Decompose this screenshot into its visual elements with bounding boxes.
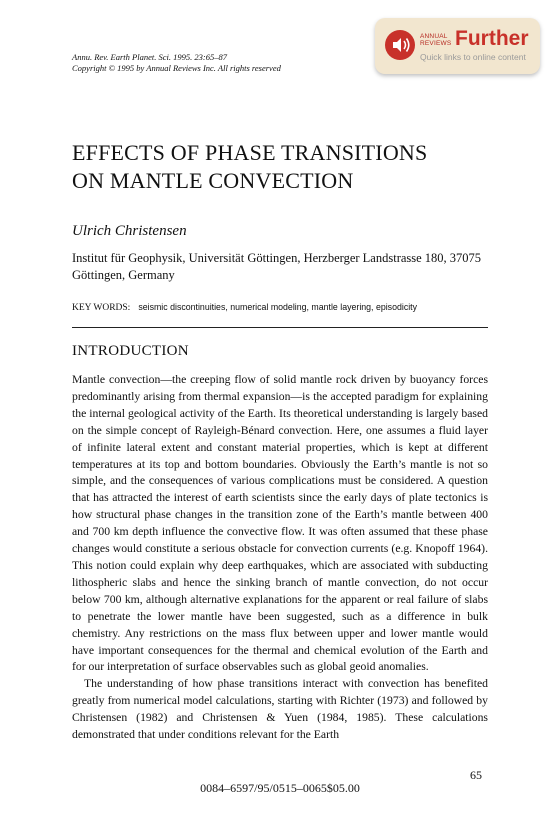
page-number: 65 <box>470 768 482 782</box>
badge-annual-text: ANNUAL <box>420 33 448 40</box>
article-title <box>72 139 427 195</box>
section-divider <box>72 327 488 328</box>
badge-reviews-text: REVIEWS <box>420 40 452 47</box>
journal-header <box>72 52 281 74</box>
annual-reviews-label <box>420 33 451 47</box>
paragraph-2: The understanding of how phase transitions interact with convection has benefited greatly from numerical model calculations, starting with Richter (1973) and followed by Christensen (1982) and Christensen & Yuen (1984, 1985). These calculations demonstrated that under conditions relevant for the Earth <box>72 677 488 742</box>
badge-quick-links-text: Quick links to online content <box>420 52 526 62</box>
section-heading: INTRODUCTION <box>72 343 189 359</box>
title-line-2: ON MANTLE CONVECTION <box>72 168 354 193</box>
journal-citation: Annu. Rev. Earth Planet. Sci. 1995. 23:65–87 <box>72 52 227 62</box>
badge-further-text: Further <box>455 27 529 50</box>
author-name: Ulrich Christensen <box>72 223 187 239</box>
further-badge[interactable] <box>375 18 540 74</box>
author-affiliation: Institut für Geophysik, Universität Göttingen, Herzberger Landstrasse 180, 37075 Göttingen, Germany <box>72 251 482 282</box>
paragraph-1: Mantle convection—the creeping flow of solid mantle rock driven by buoyancy forces predominantly arising from thermal expansion—is the accepted paradigm for explaining the internal geological activity of the Earth. Its theoretical understanding is largely based on the simple concept of Rayleigh-Bénard convection. Here, one assumes a fluid layer of infinite lateral extent and constant material properties, which is kept at different temperatures at its top and bottom boundaries. Obviously the Earth’s mantle is not so simple, and the consequences of various complications must be considered. A question that has attracted the interest of earth scientists since the early days of plate tectonics is how structural phase changes in the transition zone of the Earth’s mantle between 400 and 700 km depth influence the convective flow. It was often assumed that these phase changes would constitute a serious obstacle for convection currents (e.g. Knopoff 1964). This notion could explain why deep earthquakes, which are associated with subducting lithospheric slabs and hence the sinking branch of mantle convection, do not occur below 700 km, although alternative explanations for the apparent or real failure of slabs to penetrate the lower mantle have been suggested, such as a difference in bulk chemistry. Any restrictions on the mass flux between upper and lower mantle would have important consequences for the thermal and chemical evolution of the Earth and for our interpretation of surface observables such as global geoid anomalies. <box>72 373 488 674</box>
keywords-list: seismic discontinuities, numerical modeling, mantle layering, episodicity <box>138 302 418 312</box>
copyright-line: Copyright © 1995 by Annual Reviews Inc. All rights reserved <box>72 63 281 73</box>
keywords-label: KEY WORDS: <box>72 303 131 313</box>
article-code: 0084–6597/95/0515–0065$05.00 <box>200 781 360 795</box>
speaker-icon <box>385 30 415 60</box>
title-line-1: EFFECTS OF PHASE TRANSITIONS <box>72 140 428 165</box>
keywords-line <box>72 302 417 313</box>
body-text <box>72 372 488 744</box>
